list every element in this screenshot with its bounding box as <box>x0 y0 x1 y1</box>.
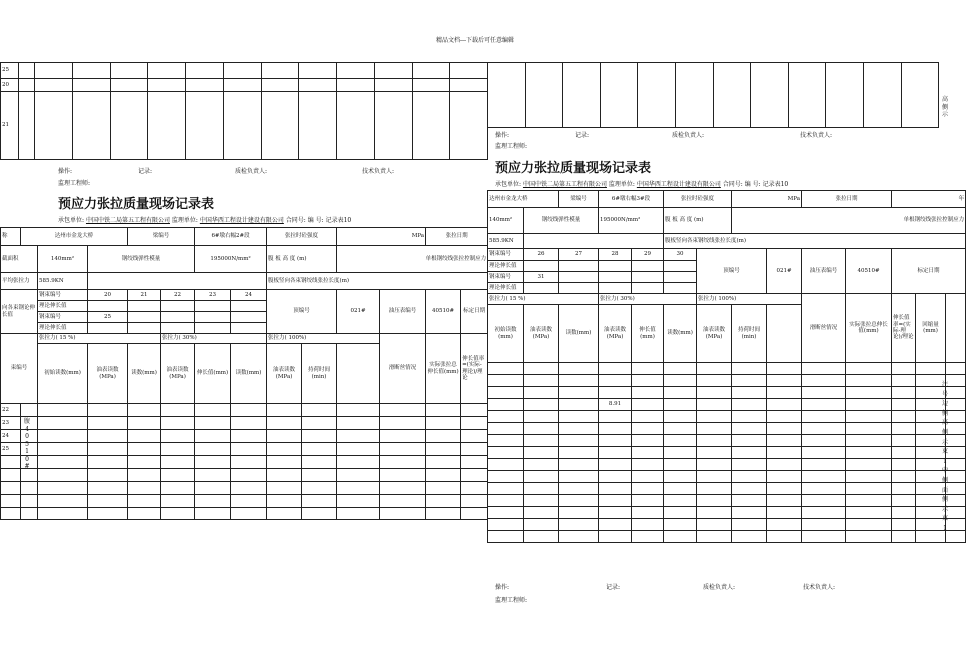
side-label: 向各束钢论伸长值 <box>1 290 38 334</box>
col-read: 读数(mm) <box>559 305 599 363</box>
right-edge-note: 注 号 边 侧 高 侧 示 束 1 中 侧 面 侧 示 束 1 <box>941 381 948 532</box>
col-oil: 油表读数(MPa) <box>161 344 195 404</box>
page-header: 精品文档---下载后可任意编辑 <box>435 37 515 44</box>
contractor-name: 中国中铁二局第五工程有限公司 <box>85 217 170 224</box>
theory-label: 理论伸长值 <box>38 323 88 334</box>
name-label: 称 <box>1 228 21 246</box>
strand-no: 26 <box>524 249 559 261</box>
jack-no-value: 021# <box>337 290 380 334</box>
strand-no: 20 <box>88 290 128 301</box>
modulus-value: 195000N/mm² <box>599 208 664 234</box>
concrete-strength-label: 张拉时砼强度 <box>664 191 732 208</box>
strand-no: 24 <box>231 290 267 301</box>
col-rate: 伸长值率=(实际-理论)/理论 <box>461 334 488 404</box>
stage-30: 张拉力( 30%) <box>161 334 267 344</box>
operator-label: 操作: <box>495 584 510 591</box>
operator-label: 操作: <box>58 168 73 175</box>
calibration-date-label: 标定日期 <box>892 249 966 294</box>
row-label: 25 <box>1 443 21 456</box>
web-height-label: 腹 板 高 度 (m) <box>664 208 732 234</box>
strand-no: 29 <box>632 249 664 261</box>
stage-15: 张拉力( 15 %) <box>38 334 161 344</box>
beam-no-value: 6#墩右幅2#段 <box>195 228 267 246</box>
gauge-no-label: 油压表编号 <box>380 290 426 334</box>
col-oil: 油表读数(MPa) <box>88 344 128 404</box>
row-label: 20 <box>1 79 19 92</box>
strand-no: 21 <box>128 290 161 301</box>
strand-no: 30 <box>664 249 697 261</box>
contractor-label: 承包单位: <box>58 217 85 224</box>
col-oil: 油表读数(MPa) <box>599 305 632 363</box>
row-label: 25 <box>1 63 19 79</box>
row-label: 22 <box>1 404 21 417</box>
contractor-line <box>58 215 351 224</box>
modulus-value: 195000N/mm² <box>195 246 267 273</box>
col-rate: 伸长值率=(实际-理论)/理论 <box>892 294 916 363</box>
modulus-label: 钢绞线弹性模量 <box>88 246 195 273</box>
tech-label: 技术负责人: <box>800 132 833 139</box>
row-label: 23 <box>1 417 21 430</box>
supervisor-unit-name: 中国华西工程设计建设有限公司 <box>636 181 721 188</box>
stage-15: 张拉力( 15 %) <box>488 294 599 305</box>
col-read: 读数(mm) <box>231 344 267 404</box>
contract-no: 合同号: <box>285 217 306 224</box>
strand-no: 28 <box>599 249 632 261</box>
col-elong: 伸长值(mm) <box>632 305 664 363</box>
operator-label: 操作: <box>495 132 510 139</box>
left-top-grid <box>0 62 488 160</box>
col-slip: 滑断丝情况 <box>802 294 846 363</box>
supervisor-label: 监理工程师: <box>495 143 528 150</box>
col-hold: 持荷时间(min) <box>302 344 337 404</box>
col-slip: 滑断丝情况 <box>380 334 426 404</box>
web-length-label: 腹板竖向各束钢绞线张拉长度(m) <box>267 273 488 290</box>
gauge-no-label: 油压表编号 <box>802 249 846 294</box>
gauge-no-value: 40510# <box>846 249 892 294</box>
stage-30: 张拉力( 30%) <box>599 294 697 305</box>
row-label: 21 <box>1 92 19 160</box>
avg-force-value: 585.9KN <box>38 273 88 290</box>
quality-label: 质检负责人: <box>703 584 736 591</box>
area-label: 截面积 <box>1 246 38 273</box>
strand-no: 22 <box>161 290 195 301</box>
recorder-label: 记录: <box>606 584 621 591</box>
right-main-table <box>487 190 966 543</box>
strand-no-label: 钢束编号 <box>488 272 524 283</box>
concrete-strength-label: 张拉时砼强度 <box>267 228 337 246</box>
web-height-label: 腹 板 高 度 (m) <box>267 246 337 273</box>
supervisor-label: 监理工程师: <box>58 180 91 187</box>
tension-date-label: 张拉日期 <box>802 191 892 208</box>
contractor-line <box>495 179 788 188</box>
stage-100: 张拉力( 100%) <box>697 294 802 305</box>
supervisor-unit-label: 监理单位: <box>608 181 635 188</box>
col-elong: 伸长值(mm) <box>195 344 231 404</box>
recorder-label: 记录: <box>575 132 590 139</box>
jack-no-value: 021# <box>767 249 802 294</box>
strand-no: 31 <box>524 272 559 283</box>
left-main-table <box>0 227 488 520</box>
form-code: 编 号: 记录表10 <box>307 217 352 224</box>
col-read: 读数(mm) <box>128 344 161 404</box>
tension-date-label: 张拉日期 <box>426 228 488 246</box>
strand-no: 23 <box>195 290 231 301</box>
strand-no-label: 钢束编号 <box>38 312 88 323</box>
jack-no-label: 顶编号 <box>697 249 767 294</box>
col-initial: 初始读数(mm) <box>488 305 524 363</box>
control-stress-label: 单根钢绞线张拉控制应力 <box>337 246 488 273</box>
col-total: 实际张拉总伸长值(mm) <box>426 334 461 404</box>
area-value: 140mm² <box>488 208 524 234</box>
col-oil: 油表读数(MPa) <box>524 305 559 363</box>
right-top-grid <box>487 62 939 128</box>
strand-no-label: 钢束编号 <box>488 249 524 261</box>
form-title: 预应力张拉质量现场记录表 <box>495 161 652 176</box>
strand-no: 25 <box>88 312 128 323</box>
row-label: 24 <box>1 430 21 443</box>
vertical-text: 腹 4 0 5 1 0 # <box>23 418 30 470</box>
bridge-name: 达州市金龙大桥 <box>488 191 559 208</box>
mpa-unit: MPa <box>732 191 802 208</box>
right-edge-text: 高 侧 示 <box>941 96 948 118</box>
beam-no-col: 束编号 <box>1 334 38 404</box>
supervisor-unit-name: 中国华西工程设计建设有限公司 <box>199 217 284 224</box>
area-value: 140mm² <box>38 246 88 273</box>
mpa-unit: MPa <box>337 228 426 246</box>
beam-no-value: 6#墩右幅3#段 <box>599 191 664 208</box>
form-code: 编 号: 记录表10 <box>744 181 789 188</box>
beam-no-label: 梁编号 <box>559 191 599 208</box>
web-length-label: 腹板竖向各束钢绞线张拉长度(m) <box>664 234 966 249</box>
avg-force-label: 平均张拉力 <box>1 273 38 290</box>
tech-label: 技术负责人: <box>803 584 836 591</box>
col-total: 实际张拉总伸长值(mm) <box>846 294 892 363</box>
col-retract: 回缩量(mm) <box>916 294 946 363</box>
control-stress-label: 单根钢绞线张拉控制应力 <box>732 208 966 234</box>
gauge-no-value: 40510# <box>426 290 461 334</box>
quality-label: 质检负责人: <box>235 168 268 175</box>
col-oil: 油表读数(MPa) <box>697 305 732 363</box>
supervisor-unit-label: 监理单位: <box>171 217 198 224</box>
calibration-date-label: 标定日期 <box>461 290 488 334</box>
theory-label: 理论伸长值 <box>488 283 524 294</box>
contractor-label: 承包单位: <box>495 181 522 188</box>
quality-label: 质检负责人: <box>672 132 705 139</box>
stage-100: 张拉力( 100%) <box>267 334 380 344</box>
form-title: 预应力张拉质量现场记录表 <box>58 197 215 212</box>
year-label: 年 <box>892 191 966 208</box>
bridge-name: 达州市金龙大桥 <box>21 228 128 246</box>
beam-no-label: 梁编号 <box>128 228 195 246</box>
strand-no: 27 <box>559 249 599 261</box>
modulus-label: 钢绞线弹性模量 <box>524 208 599 234</box>
col-initial: 初始读数(mm) <box>38 344 88 404</box>
strand-no-label: 钢束编号 <box>38 290 88 301</box>
value-cell: 8.91 <box>599 399 632 411</box>
supervisor-label: 监理工程师: <box>495 597 528 604</box>
tech-label: 技术负责人: <box>362 168 395 175</box>
jack-no-label: 顶编号 <box>267 290 337 334</box>
contractor-name: 中国中铁二局第五工程有限公司 <box>522 181 607 188</box>
theory-label: 理论伸长值 <box>488 261 524 272</box>
recorder-label: 记录: <box>138 168 153 175</box>
theory-label: 理论伸长值 <box>38 301 88 312</box>
col-hold: 持荷时间(min) <box>732 305 767 363</box>
col-oil: 油表读数(MPa) <box>267 344 302 404</box>
avg-force-value: 585.9KN <box>488 234 524 249</box>
col-read: 读数(mm) <box>664 305 697 363</box>
contract-no: 合同号: <box>722 181 743 188</box>
